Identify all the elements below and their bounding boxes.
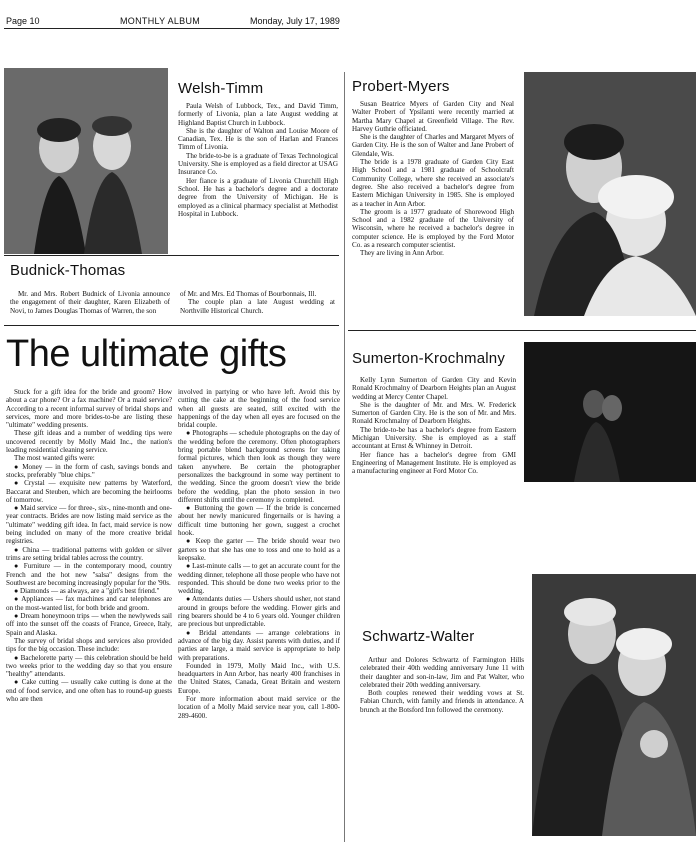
gifts-paragraph: ● Cake cutting — usually cake cutting is done at the end of food service, and one often has to round-up guests who are then [6, 678, 172, 703]
schwartz-walter-heading: Schwartz-Walter [362, 628, 475, 645]
schwartz-walter-body [360, 656, 524, 714]
page-number: Page 10 [6, 16, 40, 26]
gifts-paragraph: ● Maid service — for three-, six-, nine-month and one-year contracts. Brides are now listing maid service as the "ultimate" wedding gift idea. In fact, maid service is now being included on many of the more creative bridal registries. [6, 504, 172, 546]
couple-portrait-graphic [524, 72, 696, 316]
gifts-paragraph: ● Bachelorette party — this celebration should be held two weeks prior to the wedding day so that you ensure "healthy" attendants. [6, 653, 172, 679]
budnick-thomas-col2 [180, 290, 335, 315]
gifts-paragraph: ● Crystal — exquisite new patterns by Waterford, Baccarat and Steuben, which are becoming the heirlooms of tomorrow. [6, 479, 172, 504]
ultimate-gifts-col2 [178, 388, 340, 720]
budnick-bottom-rule [4, 325, 339, 326]
welsh-timm-paragraph: Her fiance is a graduate of Livonia Churchill High School. He has a bachelor's degree and a doctorate degree from the University of Michigan. He is employed as a clinical pharmacy specialist at Methodist Hospital in Lubbock. [178, 176, 338, 218]
budnick-thomas-paragraph: Mr. and Mrs. Robert Budnick of Livonia announce the engagement of their daughter, Karen Elizabeth of Novi, to James Douglas Thomas of Warren, the son [10, 290, 170, 315]
schwartz-paragraph: Arthur and Dolores Schwartz of Farmington Hills celebrated their 40th wedding anniversary June 11 with their daughter and son-in-law, Jim and Pat Walter, who celebrated their 20th wedding anniversary. [360, 656, 524, 689]
probert-myers-paragraph: The bride is a 1978 graduate of Garden City East High School and a 1981 graduate of Schoolcraft Community College, where she received an associate's degree. She also received a bachelor's degree from Eastern Michigan University in 1985. She is employed as a teacher in Ann Arbor. [352, 158, 514, 208]
gifts-paragraph: The most wanted gifts were: [14, 454, 95, 463]
gifts-paragraph: Stuck for a gift idea for the bride and groom? How about a car phone? Or a fax machine? Or a maid service? According to a recent informal survey of bridal shops and services, more and more brides-to-be are listing these "ultimate" wedding presents. [6, 388, 172, 430]
probert-myers-heading: Probert-Myers [352, 78, 450, 95]
welsh-timm-paragraph: Paula Welsh of Lubbock, Tex., and David Timm, formerly of Livonia, plan a late August wedding at Highland Baptist Church in Lubbock. [178, 102, 338, 127]
sumerton-paragraph: She is the daughter of Mr. and Mrs. W. Frederick Sumerton of Garden City. He is the son of Mr. and Mrs. Ronald Krochmalny of Dearborn Heights. [352, 400, 516, 426]
gifts-paragraph: ● Dream honeymoon trips — when the newlyweds sail off into the sunset off the coasts of France, Greece, Italy, Spain and Alaska. [6, 612, 172, 637]
probert-myers-paragraph: Susan Beatrice Myers of Garden City and Neal Walter Probert of Ypsilanti were recently married at Martha Mary Chapel at Greenfield Village. The Rev. Harvey Guthrie officiated. [352, 100, 514, 133]
issue-date: Monday, July 17, 1989 [250, 16, 340, 26]
gifts-paragraph: These gift ideas and a number of wedding tips were uncovered recently by Molly Maid Inc., the nation's leading residential cleaning service. [6, 429, 172, 455]
sumerton-paragraph: Her fiance has a bachelor's degree from GMI Engineering of Management Institute. He is employed as a manufacturing engineer at Ford Motor Co. [352, 450, 516, 476]
probert-myers-paragraph: The groom is a 1977 graduate of Shorewood High School and a 1982 graduate of the University of Wisconsin, where he received a bachelor's degree in computer science. He is employed by the Ford Motor Co. as a research computer scientist. [352, 207, 514, 250]
probert-myers-paragraph: They are living in Ann Arbor. [360, 249, 444, 258]
gifts-paragraph: ● Appliances — fax machines and car telephones are on the most-wanted list, for both bride and groom. [6, 595, 172, 612]
section-name: MONTHLY ALBUM [120, 16, 201, 26]
sumerton-paragraph: Kelly Lynn Sumerton of Garden City and Kevin Ronald Krochmalny of Dearborn Heights plan an August wedding at Mercy Center Chapel. [352, 376, 516, 401]
welsh-timm-heading: Welsh-Timm [178, 80, 264, 97]
gifts-paragraph: ● Attendants duties — Ushers should usher, not stand around in groups before the wedding. Flower girls and ring bearers should be 4 to 6 years old. Younger children are precious but unpredictable. [178, 595, 340, 629]
gifts-paragraph: ● Photographs — schedule photographs on the day of the wedding before the ceremony. Often photographers bring portable blend background screens for taking formal pictures, which then look as though they were taken anywhere. Be certain the photographer personalizes the background in some way pertinent to the wedding. Since the groom doesn't view the bride before the wedding, plan the photo session in two different shifts until the ceremony is completed. [178, 429, 340, 504]
gifts-paragraph: For more information about maid service or the location of a Molly Maid service near you, call 1-800-289-4600. [178, 694, 340, 720]
probert-myers-paragraph: She is the daughter of Charles and Margaret Myers of Garden City. He is the son of Walter and Jane Probert of Glendale, Wis. [352, 133, 514, 158]
sumerton-paragraph: The bride-to-be has a bachelor's degree from Eastern Michigan University. She is employed as a staff accountant at Ernst & Whinney in Detroit. [352, 425, 516, 451]
gifts-paragraph: ● Keep the garter — The bride should wear two garters so that she has one to toss and one to hold as a keepsake. [178, 537, 340, 562]
probert-bottom-rule [348, 330, 696, 331]
welsh-timm-paragraph: She is the daughter of Walton and Louise Moore of Canadian, Tex. He is the son of Harlan and Frances Timm of Livonia. [178, 126, 338, 152]
sumerton-krochmalny-body [352, 376, 516, 476]
gifts-paragraph: The survey of bridal shops and services also provided tips for the big occasion. These include: [6, 636, 172, 654]
column-divider [344, 72, 345, 842]
gifts-paragraph: ● Money — in the form of cash, savings bonds and stocks, preferably "blue chips." [6, 462, 172, 479]
schwartz-paragraph: Both couples renewed their wedding vows at St. Fabian Church, with family and friends in attendance. A brunch at the Botsford Inn followed the ceremony. [360, 689, 524, 714]
sumerton-krochmalny-heading: Sumerton-Krochmalny [352, 350, 506, 367]
budnick-thomas-paragraph: of Mr. and Mrs. Ed Thomas of Bourbonnais, Ill. [180, 290, 317, 298]
gifts-paragraph: ● Bridal attendants — arrange celebrations in advance of the big day. Assist parents with duties, and if parties are large, a maid service is appropriate to help with preparations. [178, 628, 340, 662]
budnick-thomas-heading: Budnick-Thomas [10, 262, 126, 279]
schwartz-walter-photo [532, 574, 696, 836]
gifts-paragraph: ● Diamonds — as always, are a "girl's best friend." [14, 587, 160, 596]
budnick-top-rule [4, 255, 339, 256]
gifts-paragraph: ● China — traditional patterns with golden or silver trims are setting bridal tables across the country. [6, 545, 172, 562]
probert-myers-photo [524, 72, 696, 316]
budnick-thomas-paragraph: The couple plan a late August wedding at Northville Historical Church. [180, 298, 335, 315]
gifts-paragraph: ● Buttoning the gown — If the bride is concerned about her newly manicured fingernails or is having a difficult time buttoning her gown, suggest a crochet hook. [178, 504, 340, 538]
gifts-paragraph: Founded in 1979, Molly Maid Inc., with U.S. headquarters in Ann Arbor, has nearly 400 franchises in the United States, Canada, Great Britain and western Europe. [178, 661, 340, 695]
welsh-timm-body [178, 102, 338, 218]
budnick-thomas-col1 [10, 290, 170, 315]
masthead-rule [4, 28, 339, 29]
gifts-paragraph: ● Last-minute calls — to get an accurate count for the wedding dinner, telephone all those people who have not responded. This should be done two weeks prior to the wedding. [178, 562, 340, 596]
welsh-timm-paragraph: The bride-to-be is a graduate of Texas Technological University. She is employed as a field director at USAG Insurance Co. [178, 151, 338, 177]
gifts-paragraph: ● Furniture — in the contemporary mood, country French and the hot new "salsa" designs from the Southwest are becoming increasingly popular for the '90s. [6, 562, 172, 587]
gifts-paragraph: involved in partying or who have left. Avoid this by cutting the cake at the beginning of the food service when all guests are seated, still excited with the happenings of the day when all eyes are focused on the bridal couple. [178, 388, 340, 430]
couple-portrait-graphic [4, 68, 168, 254]
ultimate-gifts-heading: The ultimate gifts [6, 333, 287, 375]
ultimate-gifts-col1 [6, 388, 172, 703]
couple-portrait-graphic [524, 342, 696, 482]
welsh-timm-photo [4, 68, 168, 254]
probert-myers-body [352, 100, 514, 258]
couple-portrait-graphic [532, 574, 696, 836]
sumerton-krochmalny-photo [524, 342, 696, 482]
